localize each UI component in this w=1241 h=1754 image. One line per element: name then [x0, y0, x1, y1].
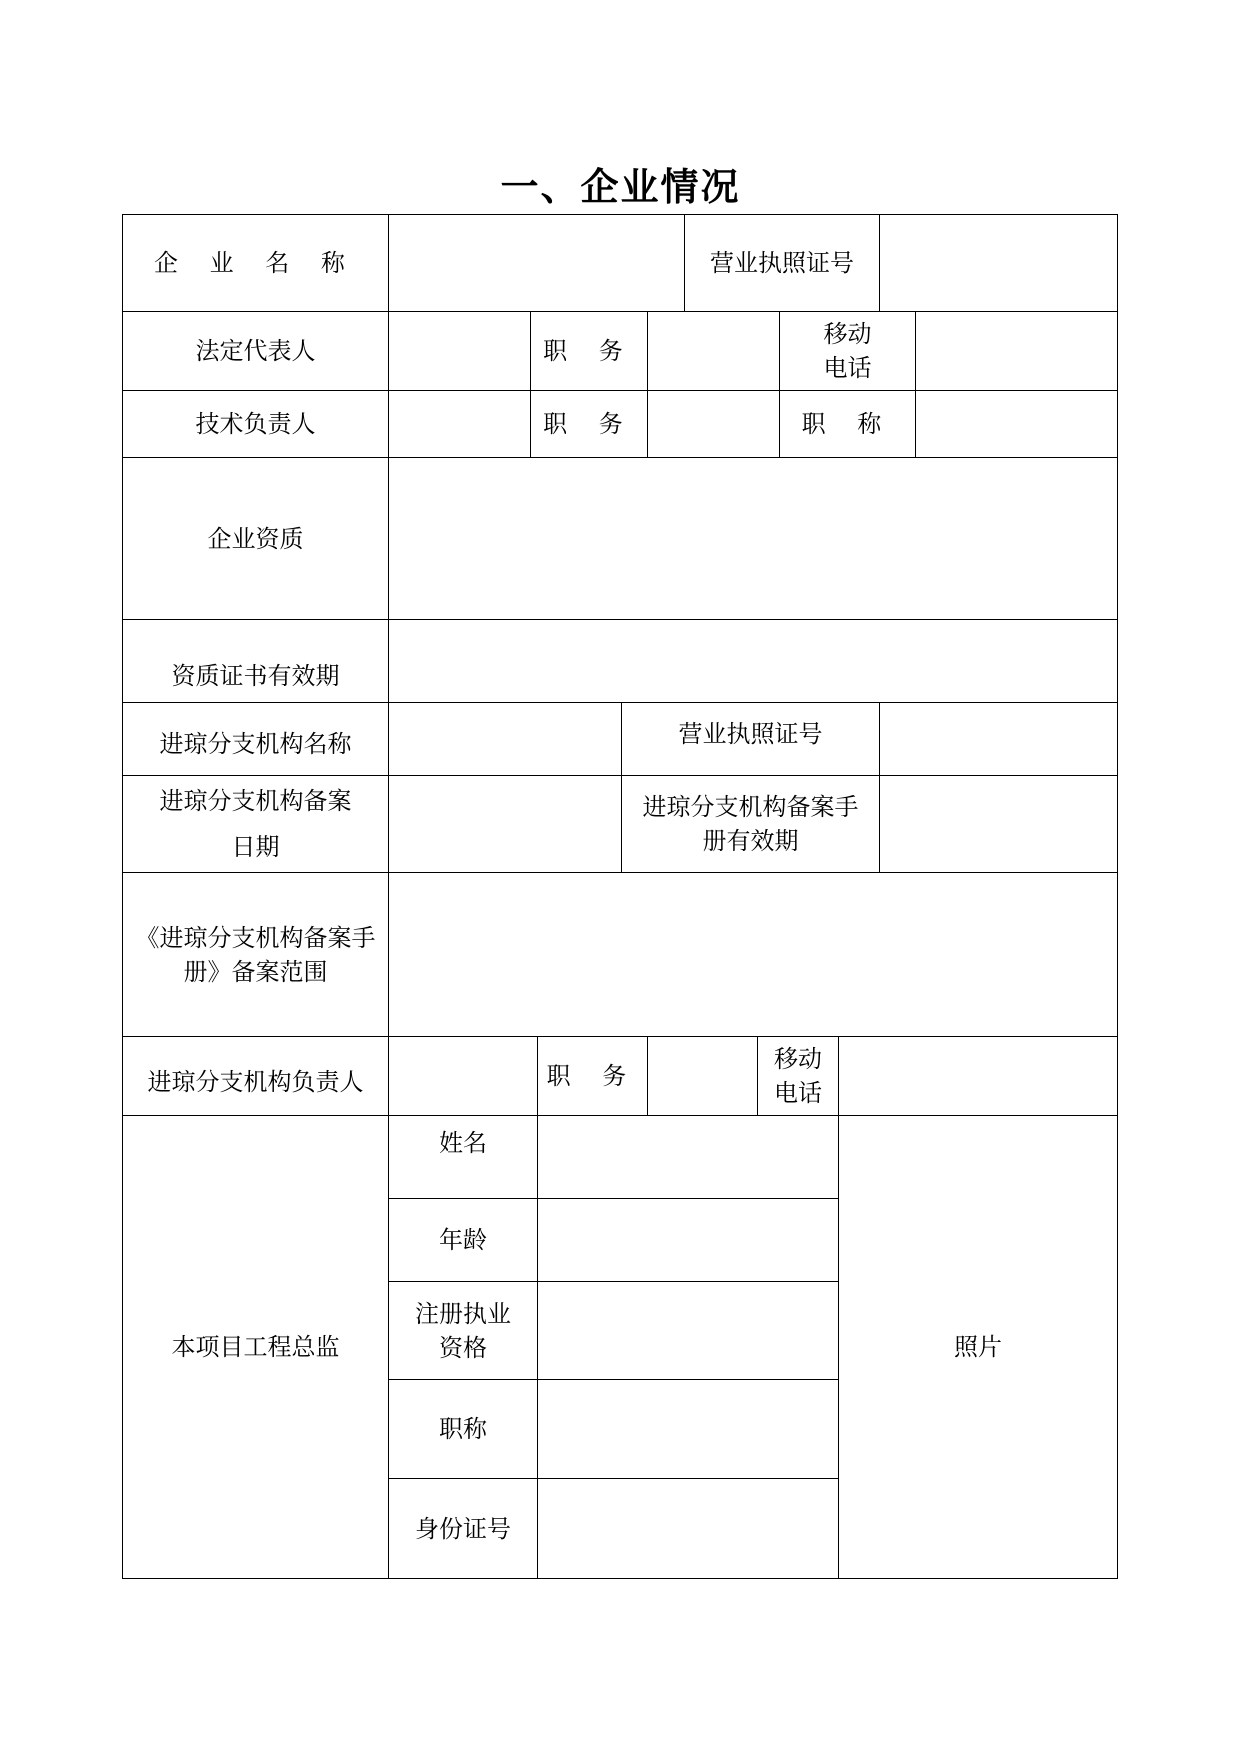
field-professional-title[interactable]: [915, 390, 1118, 458]
label-qualification: 企业资质: [122, 457, 389, 620]
field-position-2[interactable]: [647, 390, 780, 458]
field-professional-title-2[interactable]: [537, 1379, 839, 1479]
label-branch-head: 进琼分支机构负责人: [122, 1036, 389, 1116]
field-branch-name[interactable]: [388, 702, 622, 776]
field-qualification[interactable]: [388, 457, 1118, 620]
field-branch-manual-validity[interactable]: [879, 775, 1118, 873]
photo-area[interactable]: 照片: [838, 1115, 1118, 1579]
label-id-number: 身份证号: [388, 1478, 538, 1579]
label-professional-title: 职 称: [779, 390, 916, 458]
label-branch-manual-validity: 进琼分支机构备案手册有效期: [621, 775, 880, 873]
field-business-license[interactable]: [879, 214, 1118, 312]
label-business-license: 营业执照证号: [684, 214, 880, 312]
label-name: 姓名: [388, 1115, 538, 1199]
field-mobile-phone[interactable]: [915, 311, 1118, 391]
page-title: 一、企业情况: [500, 164, 741, 209]
label-branch-name: 进琼分支机构名称: [122, 702, 389, 776]
field-age[interactable]: [537, 1198, 839, 1282]
label-professional-title-2: 职称: [388, 1379, 538, 1479]
field-business-license-2[interactable]: [879, 702, 1118, 776]
field-technical-head[interactable]: [388, 390, 531, 458]
label-chief-supervisor: 本项目工程总监: [122, 1115, 389, 1579]
field-position[interactable]: [647, 311, 780, 391]
field-branch-filing-scope[interactable]: [388, 872, 1118, 1037]
label-position: 职 务: [530, 311, 648, 391]
field-id-number[interactable]: [537, 1478, 839, 1579]
label-technical-head: 技术负责人: [122, 390, 389, 458]
field-mobile-phone-2[interactable]: [838, 1036, 1118, 1116]
label-business-license-2: 营业执照证号: [621, 702, 880, 776]
label-mobile-phone: 移动电话: [779, 311, 916, 391]
label-registered-qualification: 注册执业资格: [388, 1281, 538, 1380]
field-branch-head[interactable]: [388, 1036, 538, 1116]
field-company-name[interactable]: [388, 214, 685, 312]
field-certificate-validity[interactable]: [388, 619, 1118, 703]
field-position-3[interactable]: [647, 1036, 758, 1116]
field-registered-qualification[interactable]: [537, 1281, 839, 1380]
label-age: 年龄: [388, 1198, 538, 1282]
label-position-3: 职 务: [537, 1036, 648, 1116]
label-position-2: 职 务: [530, 390, 648, 458]
label-branch-filing-scope: 《进琼分支机构备案手册》备案范围: [122, 872, 389, 1037]
label-legal-representative: 法定代表人: [122, 311, 389, 391]
label-certificate-validity: 资质证书有效期: [122, 619, 389, 703]
label-branch-filing-date: 进琼分支机构备案日期: [122, 775, 389, 873]
field-legal-representative[interactable]: [388, 311, 531, 391]
label-company-name: 企 业 名 称: [122, 214, 389, 312]
field-name[interactable]: [537, 1115, 839, 1199]
field-branch-filing-date[interactable]: [388, 775, 622, 873]
label-mobile-phone-2: 移动电话: [757, 1036, 839, 1116]
